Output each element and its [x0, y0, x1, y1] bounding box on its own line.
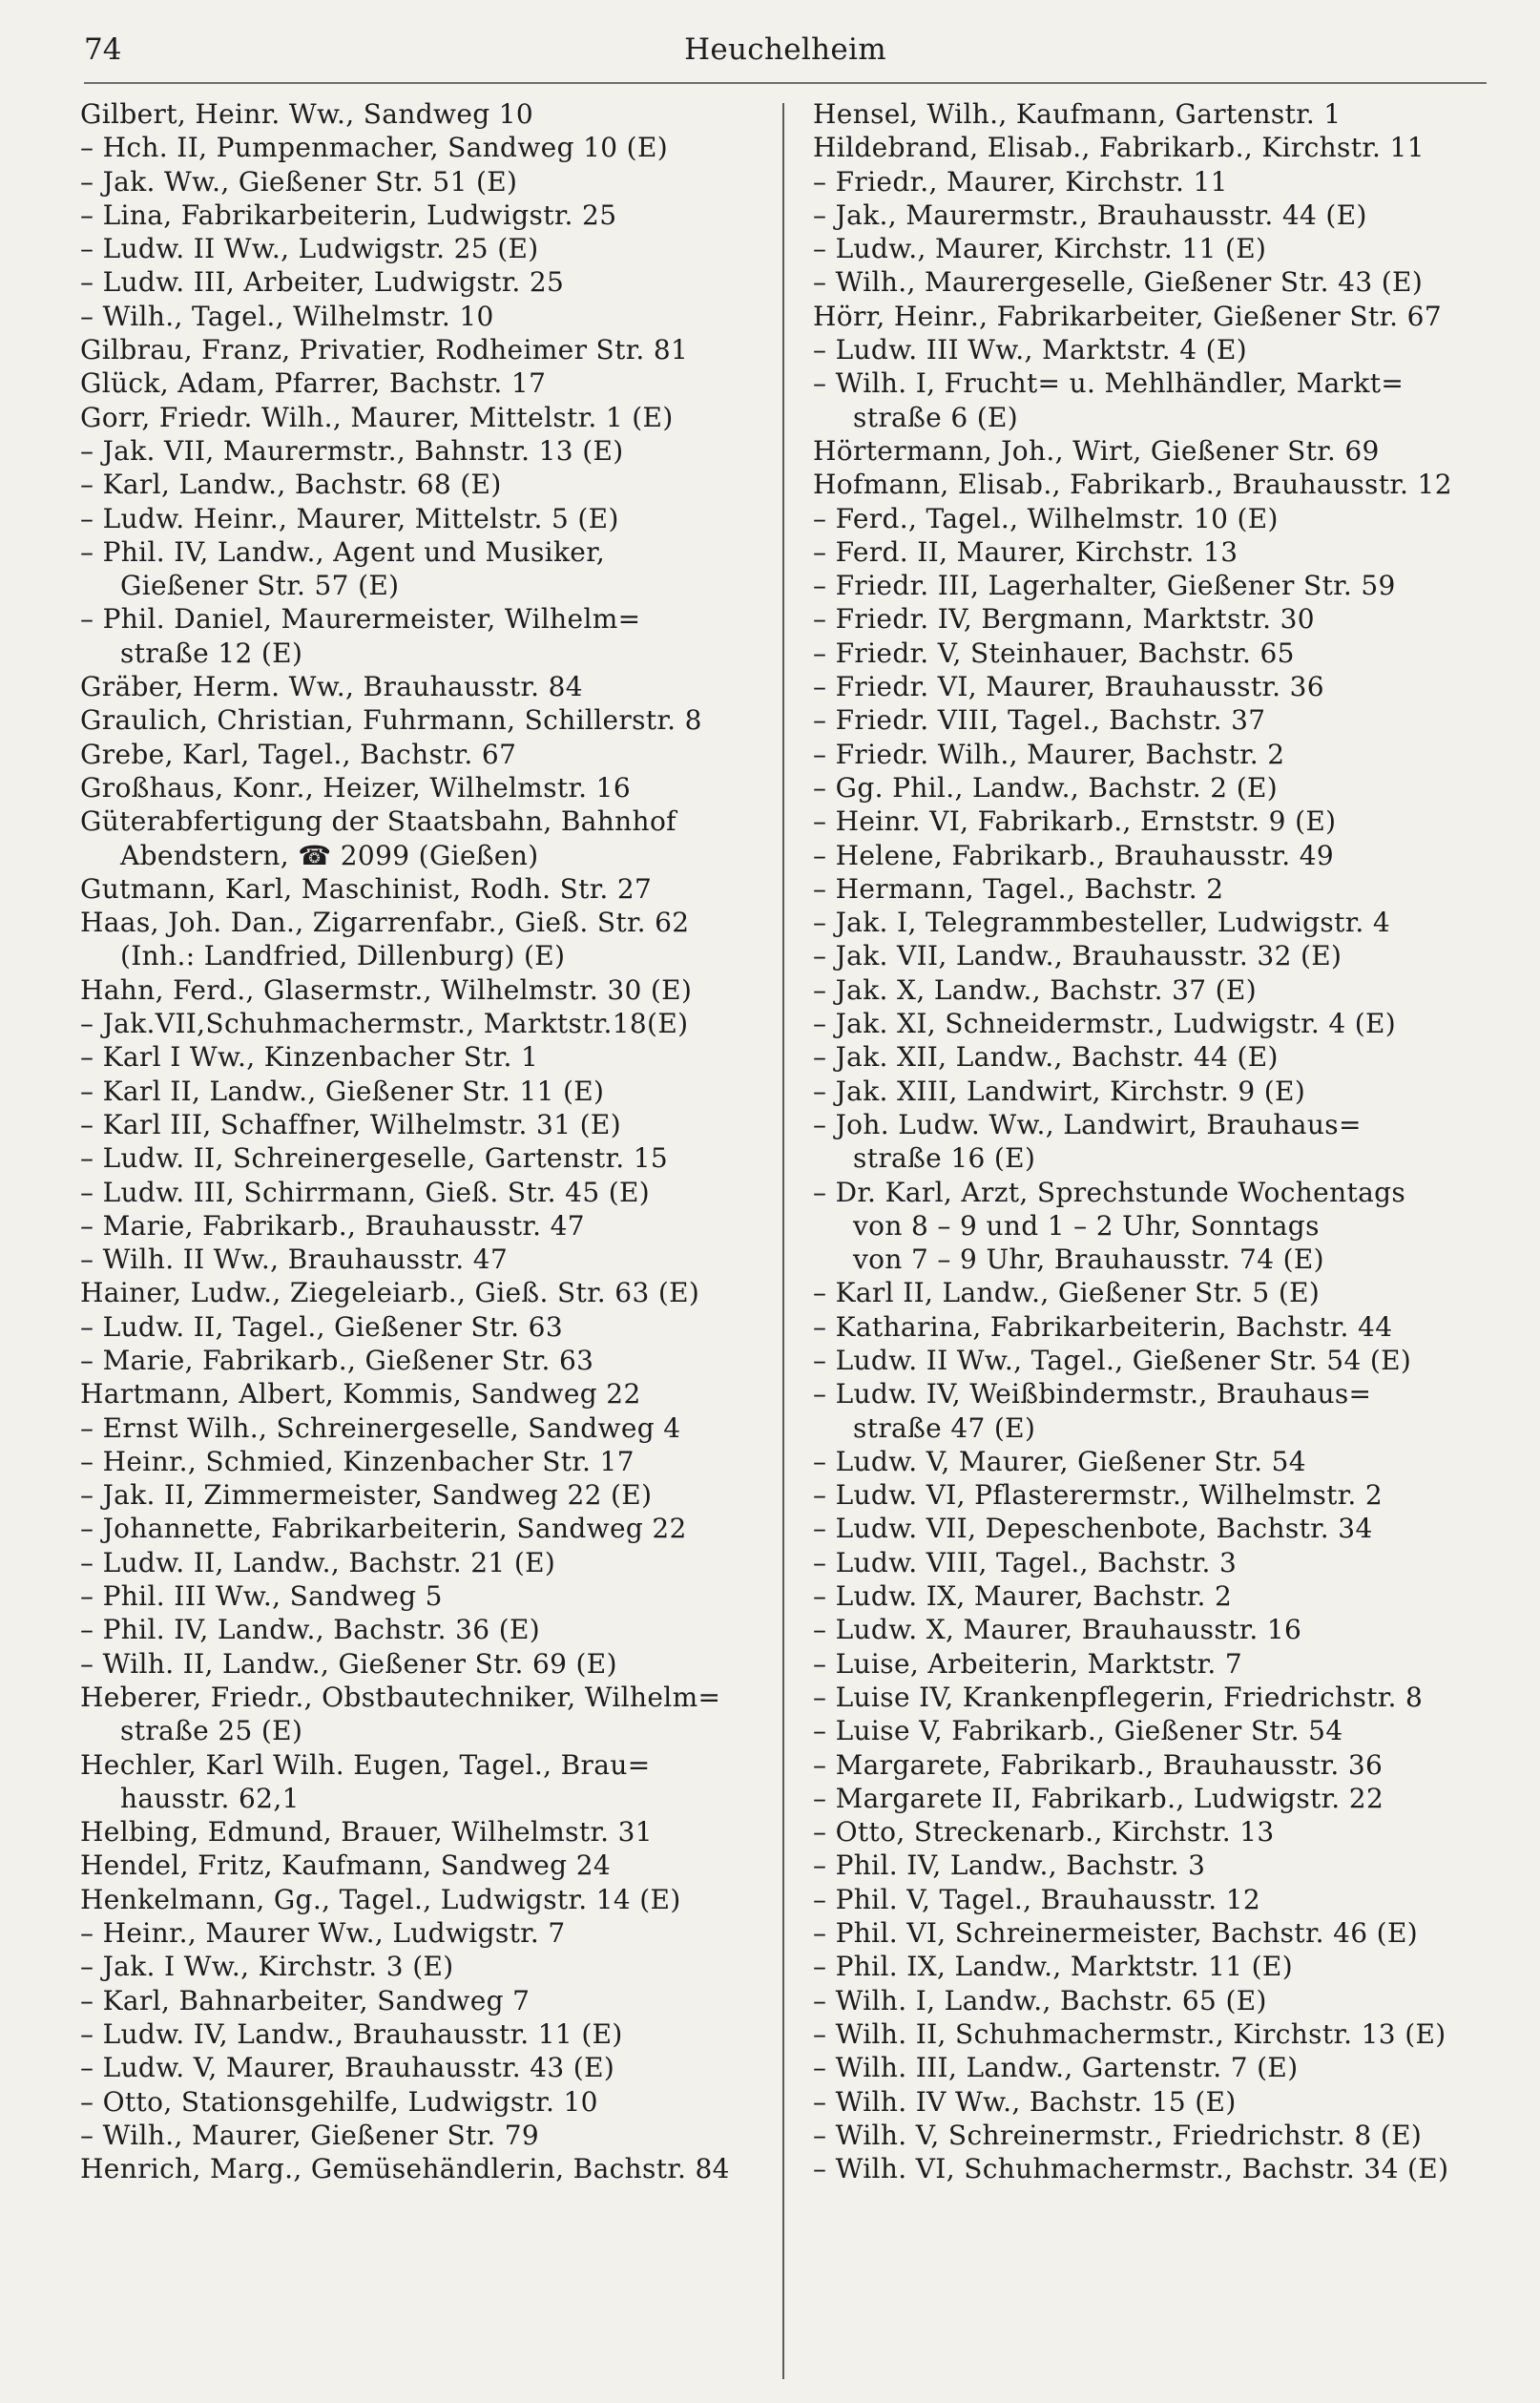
left-directory-line: Großhaus, Konr., Heizer, Wilhelmstr. 16: [80, 771, 631, 804]
left-directory-line: – Karl, Bahnarbeiter, Sandweg 7: [80, 1984, 531, 2016]
left-directory-line: – Ludw. Heinr., Maurer, Mittelstr. 5 (E): [80, 502, 619, 534]
left-directory-line: Henrich, Marg., Gemüsehändlerin, Bachstr. 84: [80, 2153, 730, 2185]
right-directory-line: – Ludw. IV, Weißbindermstr., Brauhaus=: [813, 1378, 1372, 1410]
right-directory-line: – Wilh. III, Landw., Gartenstr. 7 (E): [813, 2052, 1299, 2084]
right-directory-line: Hörr, Heinr., Fabrikarbeiter, Gießener Str. 67: [813, 300, 1442, 332]
right-directory-line: – Wilh., Maurergeselle, Gießener Str. 43 (E): [813, 266, 1424, 299]
left-directory-line: – Wilh. II, Landw., Gießener Str. 69 (E): [80, 1647, 617, 1680]
right-directory-line: straße 16 (E): [853, 1142, 1036, 1175]
right-directory-line: Hensel, Wilh., Kaufmann, Gartenstr. 1: [813, 98, 1342, 130]
right-directory-line: – Dr. Karl, Arzt, Sprechstunde Wochentags: [813, 1176, 1406, 1208]
right-directory-line: – Phil. IV, Landw., Bachstr. 3: [813, 1849, 1206, 1882]
right-directory-line: – Wilh. I, Landw., Bachstr. 65 (E): [813, 1984, 1267, 2016]
left-directory-line: – Lina, Fabrikarbeiterin, Ludwigstr. 25: [80, 199, 617, 231]
left-directory-line: Grebe, Karl, Tagel., Bachstr. 67: [80, 738, 517, 770]
right-directory-line: – Jak. XII, Landw., Bachstr. 44 (E): [813, 1041, 1279, 1074]
left-directory-line: – Otto, Stationsgehilfe, Ludwigstr. 10: [80, 2085, 598, 2118]
left-directory-line: Hendel, Fritz, Kaufmann, Sandweg 24: [80, 1849, 612, 1882]
right-directory-line: von 7 – 9 Uhr, Brauhausstr. 74 (E): [853, 1243, 1324, 1276]
right-directory-line: – Luise V, Fabrikarb., Gießener Str. 54: [813, 1715, 1343, 1747]
right-column: [813, 97, 1487, 2185]
right-directory-line: – Luise IV, Krankenpflegerin, Friedrichstr. 8: [813, 1681, 1424, 1713]
right-directory-line: Hörtermann, Joh., Wirt, Gießener Str. 69: [813, 434, 1380, 467]
left-directory-line: – Wilh., Maurer, Gießener Str. 79: [80, 2119, 540, 2151]
left-directory-line: (Inh.: Landfried, Dillenburg) (E): [120, 940, 566, 972]
left-directory-line: Helbing, Edmund, Brauer, Wilhelmstr. 31: [80, 1816, 653, 1849]
right-directory-line: – Jak., Maurermstr., Brauhausstr. 44 (E): [813, 199, 1367, 231]
right-directory-line: – Wilh. V, Schreinermstr., Friedrichstr. 8 (E): [813, 2119, 1423, 2151]
right-directory-line: – Friedr. IV, Bergmann, Marktstr. 30: [813, 603, 1315, 636]
left-directory-line: – Phil. Daniel, Maurermeister, Wilhelm=: [80, 603, 641, 636]
left-directory-line: – Karl, Landw., Bachstr. 68 (E): [80, 469, 502, 501]
left-directory-line: – Jak. I Ww., Kirchstr. 3 (E): [80, 1951, 454, 1983]
left-directory-line: – Wilh. II Ww., Brauhausstr. 47: [80, 1243, 509, 1276]
left-directory-line: – Phil. IV, Landw., Agent und Musiker,: [80, 535, 606, 568]
left-directory-line: – Ludw. II, Schreinergeselle, Gartenstr. 15: [80, 1142, 669, 1175]
right-directory-line: von 8 – 9 und 1 – 2 Uhr, Sonntags: [853, 1209, 1320, 1242]
right-directory-line: – Phil. IX, Landw., Marktstr. 11 (E): [813, 1951, 1293, 1983]
running-title: Heuchelheim: [684, 32, 886, 67]
right-directory-line: – Jak. X, Landw., Bachstr. 37 (E): [813, 973, 1257, 1006]
left-directory-line: Glück, Adam, Pfarrer, Bachstr. 17: [80, 367, 547, 400]
left-directory-line: – Marie, Fabrikarb., Brauhausstr. 47: [80, 1209, 585, 1242]
left-directory-line: – Johannette, Fabrikarbeiterin, Sandweg 22: [80, 1513, 687, 1545]
left-directory-line: Graulich, Christian, Fuhrmann, Schillerstr. 8: [80, 704, 702, 737]
left-directory-line: Gilbert, Heinr. Ww., Sandweg 10: [80, 98, 534, 130]
right-directory-line: Hofmann, Elisab., Fabrikarb., Brauhausstr. 12: [813, 469, 1452, 501]
left-directory-line: – Ludw. III, Schirrmann, Gieß. Str. 45 (E): [80, 1176, 651, 1208]
left-directory-line: – Ernst Wilh., Schreinergeselle, Sandweg 4: [80, 1411, 681, 1444]
page-number: 74: [84, 32, 122, 67]
right-directory-line: – Friedr. VI, Maurer, Brauhausstr. 36: [813, 671, 1324, 703]
left-directory-line: – Wilh., Tagel., Wilhelmstr. 10: [80, 300, 494, 332]
right-directory-line: – Friedr. V, Steinhauer, Bachstr. 65: [813, 637, 1295, 669]
left-directory-line: Gräber, Herm. Ww., Brauhausstr. 84: [80, 671, 583, 703]
left-directory-line: – Ludw. V, Maurer, Brauhausstr. 43 (E): [80, 2052, 615, 2084]
left-directory-line: – Karl II, Landw., Gießener Str. 11 (E): [80, 1075, 605, 1107]
right-directory-line: – Ludw., Maurer, Kirchstr. 11 (E): [813, 233, 1267, 265]
right-directory-line: – Jak. VII, Landw., Brauhausstr. 32 (E): [813, 940, 1342, 972]
right-directory-line: – Ferd., Tagel., Wilhelmstr. 10 (E): [813, 502, 1279, 534]
right-directory-line: – Ludw. III Ww., Marktstr. 4 (E): [813, 334, 1248, 366]
left-directory-line: Hartmann, Albert, Kommis, Sandweg 22: [80, 1378, 641, 1410]
left-directory-line: Haas, Joh. Dan., Zigarrenfabr., Gieß. Str. 62: [80, 907, 690, 939]
left-directory-line: Gutmann, Karl, Maschinist, Rodh. Str. 27: [80, 872, 653, 905]
left-directory-line: – Phil. IV, Landw., Bachstr. 36 (E): [80, 1614, 541, 1646]
right-directory-line: – Ludw. VIII, Tagel., Bachstr. 3: [813, 1546, 1238, 1578]
column-divider: [782, 103, 784, 2379]
left-directory-line: – Heinr., Schmied, Kinzenbacher Str. 17: [80, 1445, 635, 1477]
left-directory-line: – Phil. III Ww., Sandweg 5: [80, 1580, 443, 1613]
left-directory-line: Gießener Str. 57 (E): [120, 570, 400, 602]
left-directory-line: Hahn, Ferd., Glasermstr., Wilhelmstr. 30 (E): [80, 973, 693, 1006]
right-directory-line: – Phil. VI, Schreinermeister, Bachstr. 46 (E): [813, 1917, 1419, 1950]
right-directory-line: straße 6 (E): [853, 401, 1019, 433]
right-directory-line: – Katharina, Fabrikarbeiterin, Bachstr. 44: [813, 1310, 1393, 1343]
left-directory-line: Henkelmann, Gg., Tagel., Ludwigstr. 14 (E): [80, 1883, 681, 1915]
left-directory-line: – Ludw. II, Tagel., Gießener Str. 63: [80, 1310, 563, 1343]
right-directory-line: – Ludw. II Ww., Tagel., Gießener Str. 54 (E): [813, 1344, 1412, 1376]
right-directory-line: – Helene, Fabrikarb., Brauhausstr. 49: [813, 839, 1335, 871]
right-directory-line: straße 47 (E): [853, 1411, 1036, 1444]
left-directory-line: Hechler, Karl Wilh. Eugen, Tagel., Brau=: [80, 1748, 651, 1781]
right-directory-line: – Joh. Ludw. Ww., Landwirt, Brauhaus=: [813, 1108, 1362, 1140]
left-directory-line: – Jak. VII, Maurermstr., Bahnstr. 13 (E): [80, 434, 624, 467]
right-directory-line: – Ludw. VI, Pflasterermstr., Wilhelmstr. 2: [813, 1479, 1384, 1512]
left-directory-line: Hainer, Ludw., Ziegeleiarb., Gieß. Str. 63 (E): [80, 1277, 700, 1309]
right-directory-line: – Karl II, Landw., Gießener Str. 5 (E): [813, 1277, 1321, 1309]
right-directory-line: – Ludw. IX, Maurer, Bachstr. 2: [813, 1580, 1233, 1613]
right-directory-line: – Friedr., Maurer, Kirchstr. 11: [813, 165, 1228, 198]
right-directory-line: – Margarete II, Fabrikarb., Ludwigstr. 22: [813, 1782, 1384, 1814]
right-directory-line: – Wilh. I, Frucht= u. Mehlhändler, Markt=: [813, 367, 1405, 400]
right-directory-line: – Phil. V, Tagel., Brauhausstr. 12: [813, 1883, 1261, 1915]
left-directory-line: – Jak. II, Zimmermeister, Sandweg 22 (E): [80, 1479, 653, 1512]
right-directory-line: – Jak. I, Telegrammbesteller, Ludwigstr. 4: [813, 907, 1391, 939]
right-directory-line: – Ferd. II, Maurer, Kirchstr. 13: [813, 535, 1238, 568]
left-directory-line: – Karl I Ww., Kinzenbacher Str. 1: [80, 1041, 539, 1074]
left-directory-line: – Ludw. III, Arbeiter, Ludwigstr. 25: [80, 266, 565, 299]
right-directory-line: – Luise, Arbeiterin, Marktstr. 7: [813, 1647, 1242, 1680]
right-directory-line: – Hermann, Tagel., Bachstr. 2: [813, 872, 1224, 905]
left-directory-line: Gilbrau, Franz, Privatier, Rodheimer Str. 81: [80, 334, 689, 366]
left-directory-line: – Ludw. II, Landw., Bachstr. 21 (E): [80, 1546, 556, 1578]
left-directory-line: – Hch. II, Pumpenmacher, Sandweg 10 (E): [80, 132, 669, 164]
right-directory-line: – Jak. XI, Schneidermstr., Ludwigstr. 4 (E): [813, 1008, 1397, 1040]
left-directory-line: Gorr, Friedr. Wilh., Maurer, Mittelstr. 1 (E): [80, 401, 674, 433]
left-directory-line: hausstr. 62,1: [120, 1782, 300, 1814]
left-directory-line: Güterabfertigung der Staatsbahn, Bahnhof: [80, 805, 676, 838]
left-directory-line: – Jak.VII,Schuhmachermstr., Marktstr.18(E): [80, 1008, 689, 1040]
right-directory-line: – Margarete, Fabrikarb., Brauhausstr. 36: [813, 1748, 1384, 1781]
right-directory-line: Hildebrand, Elisab., Fabrikarb., Kirchstr. 11: [813, 132, 1425, 164]
left-directory-line: – Marie, Fabrikarb., Gießener Str. 63: [80, 1344, 594, 1376]
right-directory-line: – Heinr. VI, Fabrikarb., Ernststr. 9 (E): [813, 805, 1337, 838]
left-directory-line: – Jak. Ww., Gießener Str. 51 (E): [80, 165, 518, 198]
right-directory-line: – Wilh. VI, Schuhmachermstr., Bachstr. 34 (E): [813, 2153, 1449, 2185]
right-directory-line: – Wilh. II, Schuhmachermstr., Kirchstr. 13 (E): [813, 2017, 1446, 2050]
left-directory-line: – Karl III, Schaffner, Wilhelmstr. 31 (E): [80, 1108, 621, 1140]
left-directory-line: – Heinr., Maurer Ww., Ludwigstr. 7: [80, 1917, 566, 1950]
right-directory-line: – Jak. XIII, Landwirt, Kirchstr. 9 (E): [813, 1075, 1306, 1107]
left-directory-line: Heberer, Friedr., Obstbautechniker, Wilhelm=: [80, 1681, 721, 1713]
right-directory-line: – Friedr. VIII, Tagel., Bachstr. 37: [813, 704, 1266, 737]
left-directory-line: – Ludw. IV, Landw., Brauhausstr. 11 (E): [80, 2017, 623, 2050]
left-directory-line: – Ludw. II Ww., Ludwigstr. 25 (E): [80, 233, 539, 265]
page-header: [84, 29, 1487, 84]
left-directory-line: straße 12 (E): [120, 637, 303, 669]
right-directory-line: – Gg. Phil., Landw., Bachstr. 2 (E): [813, 771, 1279, 804]
left-directory-line: Abendstern, ☎ 2099 (Gießen): [120, 839, 539, 871]
left-directory-line: straße 25 (E): [120, 1715, 303, 1747]
right-directory-line: – Ludw. VII, Depeschenbote, Bachstr. 34: [813, 1513, 1373, 1545]
right-directory-line: – Ludw. X, Maurer, Brauhausstr. 16: [813, 1614, 1302, 1646]
right-directory-line: – Otto, Streckenarb., Kirchstr. 13: [813, 1816, 1275, 1849]
right-directory-line: – Friedr. III, Lagerhalter, Gießener Str. 59: [813, 570, 1396, 602]
left-column: [80, 97, 760, 2185]
right-directory-line: – Wilh. IV Ww., Bachstr. 15 (E): [813, 2085, 1237, 2118]
right-directory-line: – Friedr. Wilh., Maurer, Bachstr. 2: [813, 738, 1285, 770]
right-directory-line: – Ludw. V, Maurer, Gießener Str. 54: [813, 1445, 1306, 1477]
